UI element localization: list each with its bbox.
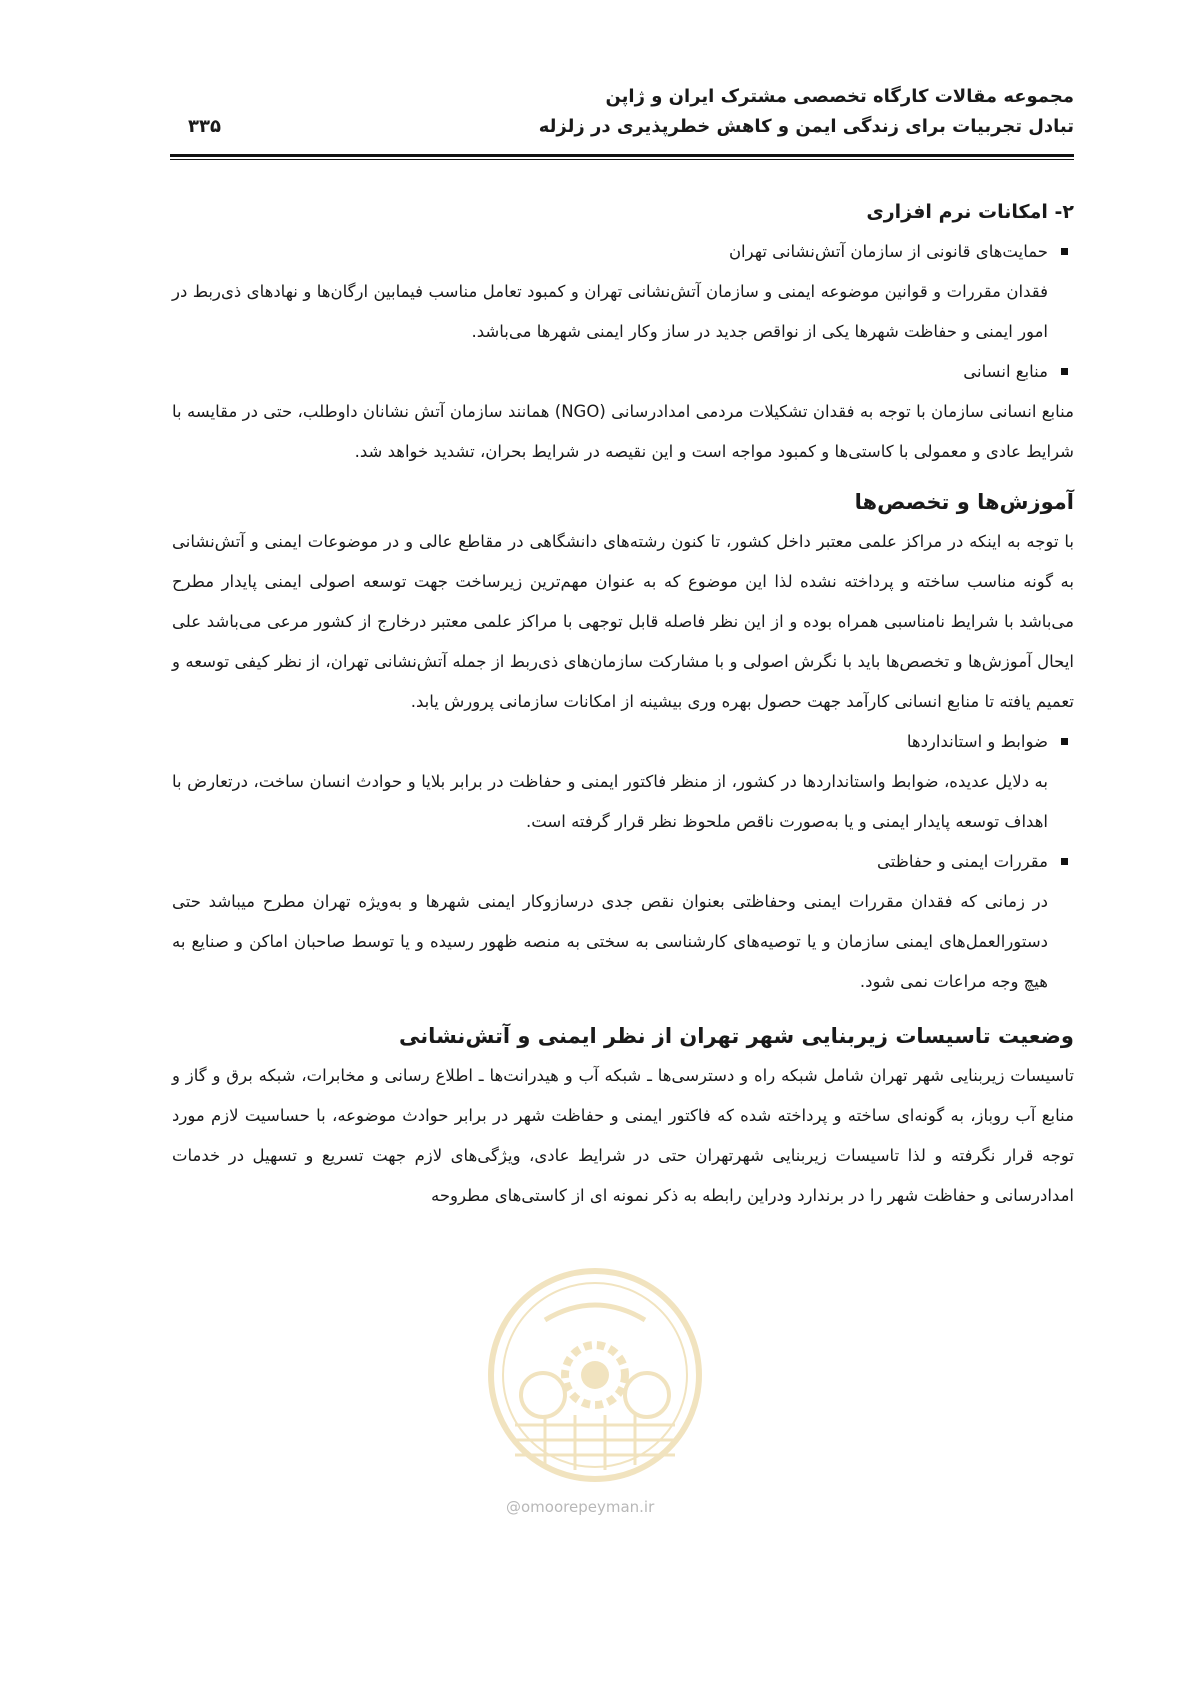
section-heading-software: ۲- امکانات نرم افزاری (866, 201, 1074, 223)
paragraph: منابع انسانی سازمان با توجه به فقدان تشکیلات مردمی امدادرسانی (NGO) همانند سازمان آتش نشانان داوطلب، حتی در مقایسه با شرایط عادی و معمولی با کاستی‌ها و کمبود مواجه است و این نقیصه در شرایط بحران، تشدید خواهد شد. (172, 402, 1074, 461)
watermark-text: @omoorepeyman.ir (506, 1498, 655, 1516)
watermark-seal-icon (485, 1265, 705, 1485)
paragraph: تاسیسات زیربنایی شهر تهران شامل شبکه راه و دسترسی‌ها ـ شبکه آب و هیدرانت‌ها ـ اطلاع رسانی و مخابرات، شبکه برق و گاز و منابع آب روباز، به گونه‌ای ساخته و پرداخته شده که فاکتور ایمنی و حفاظت شهر در برابر حوادث موضوعه، با حساسیت لازم مورد توجه قرار نگرفته و لذا تاسیسات زیربنایی شهرتهران حتی در شرایط عادی، ویژگی‌های لازم جهت تسریع و تسهیل در خدمات امدادرسانی و حفاظت شهر را در برندارد ودراین رابطه به ذکر نمونه ای از کاستی‌های مطروحه (172, 1066, 1074, 1205)
paragraph: فقدان مقررات و قوانین موضوعه ایمنی و سازمان آتش‌نشانی تهران و کمبود تعامل مناسب فیمابین ارگان‌ها و نهادهای ذی‌ربط در امور ایمنی و حفاظت شهرها یکی از نواقص جدید در ساز وکار ایمنی شهرها می‌باشد. (172, 282, 1048, 341)
header-rule-thick (170, 154, 1074, 157)
bullet-square-icon (1061, 738, 1068, 745)
paragraph: با توجه به اینکه در مراکز علمی معتبر داخل کشور، تا کنون رشته‌های دانشگاهی در مقاطع عالی و در موضوعات ایمنی و آتش‌نشانی به گونه مناسب ساخته و پرداخته نشده لذا این موضوع که به عنوان مهم‌ترین زیرساخت جهت توسعه اصولی ایمنی پایدار مطرح می‌باشد با شرایط نامناسبی همراه بوده و از این نظر فاصله قابل توجهی با مراکز علمی معتبر درخارج از کشور مرعی می‌باشد علی ایحال آموزش‌ها و تخصص‌ها باید با نگرش اصولی و با مشارکت سازمان‌های ذی‌ربط از جمله آتش‌نشانی تهران، از نظر کیفی توسعه و تعمیم یافته تا منابع انسانی کارآمد جهت حصول بهره وری بیشینه از امکانات سازمانی پرورش یابد. (172, 532, 1074, 711)
bullet-square-icon (1061, 248, 1068, 255)
header-title-line2: تبادل تجربیات برای زندگی ایمن و کاهش خطرپذیری در زلزله (538, 116, 1074, 137)
bullet-item (172, 842, 1074, 882)
paragraph: به دلایل عدیده، ضوابط واستانداردها در کشور، از منظر فاکتور ایمنی و حفاظت در برابر بلایا و حوادث انسان ساخت، درتعارض با اهداف توسعه پایدار ایمنی و یا به‌صورت ناقص ملحوظ نظر قرار گرفته است. (172, 772, 1048, 831)
page-number: ۳۳۵ (188, 116, 221, 137)
bullet-label: مقررات ایمنی و حفاظتی (877, 852, 1048, 871)
bullet-label: منابع انسانی (963, 362, 1048, 381)
page-header (170, 82, 1074, 162)
header-rule-thin (170, 159, 1074, 160)
paragraph: در زمانی که فقدان مقررات ایمنی وحفاظتی بعنوان نقص جدی درسازوکار ایمنی شهرها و به‌ویژه تهران مطرح میباشد حتی دستورالعمل‌های ایمنی سازمان و یا توصیه‌های کارشناسی به سختی به منصه ظهور رسیده و یا توسط صاحبان اماکن و صنایع به هیچ وجه مراعات نمی شود. (172, 892, 1048, 991)
page-body (172, 192, 1074, 1216)
bullet-item (172, 232, 1074, 272)
section-heading-training: آموزش‌ها و تخصص‌ها (854, 490, 1074, 514)
header-titles (539, 82, 1074, 142)
header-title-line1: مجموعه مقالات کارگاه تخصصی مشترک ایران و ژاپن (605, 86, 1074, 107)
section-heading-infrastructure: وضعیت تاسیسات زیربنایی شهر تهران از نظر ایمنی و آتش‌نشانی (399, 1024, 1074, 1048)
bullet-square-icon (1061, 858, 1068, 865)
bullet-item (172, 722, 1074, 762)
bullet-square-icon (1061, 368, 1068, 375)
bullet-item (172, 352, 1074, 392)
bullet-label: حمایت‌های قانونی از سازمان آتش‌نشانی تهران (728, 242, 1048, 261)
bullet-label: ضوابط و استانداردها (906, 732, 1048, 751)
